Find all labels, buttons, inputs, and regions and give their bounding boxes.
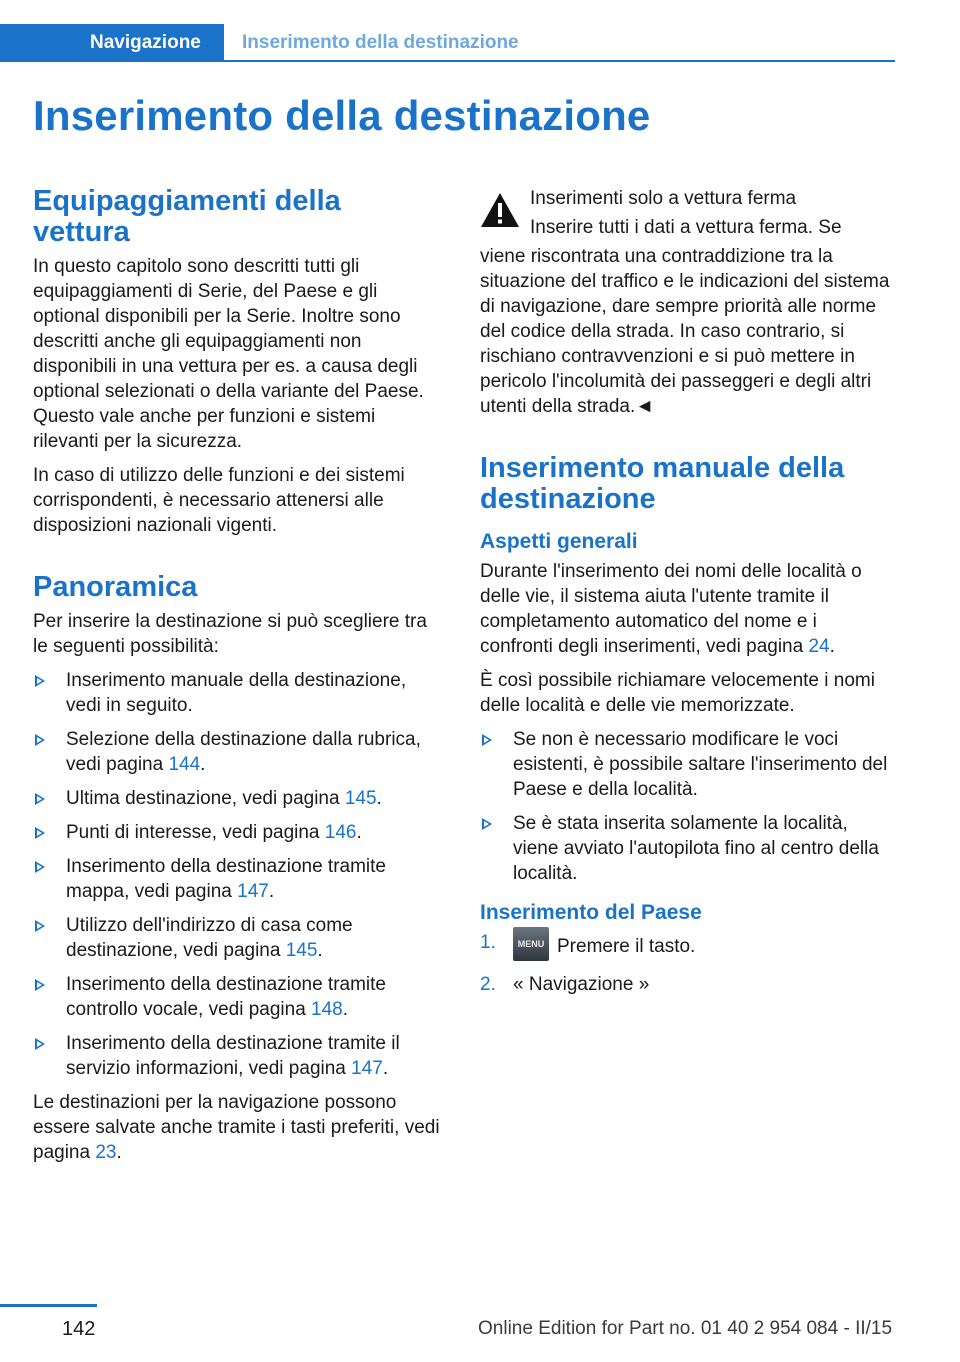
- page-link[interactable]: 147: [237, 881, 269, 902]
- triangle-bullet-icon: [35, 827, 45, 839]
- list-item: Inserimento della destinazione tramite il servizio informazioni, vedi pagina 147.: [33, 1031, 443, 1081]
- list-item: Punti di interesse, vedi pagina 146.: [33, 820, 443, 845]
- edition-footer: Online Edition for Part no. 01 40 2 954 084 - II/15: [478, 1318, 893, 1339]
- list-item: [480, 972, 895, 997]
- page-link[interactable]: 147: [351, 1058, 383, 1079]
- page-link[interactable]: 145: [344, 788, 377, 809]
- general-paragraph-1: Durante l'inserimento dei nomi delle località o delle vie, il sistema aiuta l'utente tramite il completamento automatico del nome e i confronti degli inserimenti, vedi pagina 24.: [480, 561, 862, 657]
- triangle-bullet-icon: [482, 818, 492, 830]
- page-number: 142: [62, 1318, 96, 1340]
- triangle-bullet-icon: [35, 920, 45, 932]
- header-bar: [0, 0, 895, 62]
- right-column: [480, 186, 895, 1005]
- list-item: Inserimento della destinazione tramite mappa, vedi pagina 147.: [33, 854, 443, 904]
- warning-body: viene riscontrata una contraddizione tra la situazione del traffico e le indicazioni del sistema di navigazione, dare sempre priorità alle norme del codice della strada. In caso contrario, si rischiano contravvenzioni e si può mettere in pericolo l'incolumità dei passeggeri e degli altri utenti della strada.◄: [480, 246, 890, 417]
- warning-icon: [480, 192, 520, 228]
- overview-heading: Panoramica: [33, 571, 198, 603]
- warning-line-1: Inserire tutti i dati a vettura ferma. Se: [530, 217, 842, 238]
- general-paragraph-2: È così possibile richiamare velocemente i nomi delle località e delle vie memorizzate.: [480, 670, 875, 716]
- manual-entry-heading: Inserimento manuale della destinazione: [480, 452, 845, 515]
- menu-button-icon: MENU: [513, 927, 549, 961]
- step-text: « Navigazione »: [513, 974, 650, 995]
- equipment-heading: Equipaggiamenti della vettura: [33, 185, 341, 248]
- page-number-rule: [0, 1304, 97, 1307]
- list-item: Inserimento della destinazione tramite controllo vocale, vedi pagina 148.: [33, 972, 443, 1022]
- skip-entry-list: [480, 727, 895, 886]
- list-item: [480, 930, 895, 964]
- equipment-paragraph-1: In questo capitolo sono descritti tutti gli equipaggiamenti di Serie, del Paese e gli optional disponibili per la Serie. Inoltre sono descritti anche gli equipaggiamenti non disponibili in una vettura per es. a causa degli optional selezionati o della variante del Paese. Questo vale anche per funzioni e sistemi rilevanti per la sicurezza.: [33, 256, 424, 452]
- page-link[interactable]: 145: [285, 940, 318, 961]
- page-link[interactable]: 23: [95, 1142, 117, 1163]
- list-item: Ultima destinazione, vedi pagina 145.: [33, 786, 443, 811]
- page-link[interactable]: 146: [324, 822, 357, 843]
- warning-box: [480, 186, 895, 419]
- step-number: 1.: [480, 932, 496, 953]
- triangle-bullet-icon: [35, 1038, 45, 1050]
- list-item: Se non è necessario modificare le voci esistenti, è possibile saltare l'inserimento del Paese e della località.: [480, 727, 895, 802]
- list-item: Selezione della destinazione dalla rubrica, vedi pagina 144.: [33, 727, 443, 777]
- tab-navigazione[interactable]: Navigazione: [0, 24, 224, 61]
- list-item: Se è stata inserita solamente la località, viene avviato l'autopilota fino al centro della località.: [480, 811, 895, 886]
- country-steps-list: [480, 930, 895, 997]
- closing-paragraph: Le destinazioni per la navigazione possono essere salvate anche tramite i tasti preferiti, vedi pagina 23.: [33, 1092, 440, 1163]
- overview-intro: Per inserire la destinazione si può scegliere tra le seguenti possibilità:: [33, 611, 427, 657]
- triangle-bullet-icon: [35, 675, 45, 687]
- step-number: 2.: [480, 974, 496, 995]
- left-column: [33, 186, 443, 1174]
- list-item: Inserimento manuale della destinazione, vedi in seguito.: [33, 668, 443, 718]
- destination-options-list: [33, 668, 443, 1081]
- page-link[interactable]: 24: [808, 636, 830, 657]
- triangle-bullet-icon: [35, 734, 45, 746]
- warning-title: Inserimenti solo a vettura ferma: [530, 188, 797, 209]
- list-item: Utilizzo dell'indirizzo di casa come destinazione, vedi pagina 145.: [33, 913, 443, 963]
- tab-inserimento-destinazione[interactable]: Inserimento della destinazione: [242, 32, 519, 53]
- triangle-bullet-icon: [35, 979, 45, 991]
- triangle-bullet-icon: [482, 734, 492, 746]
- country-entry-heading: Inserimento del Paese: [480, 901, 702, 924]
- header-rule: [0, 60, 895, 62]
- general-aspects-heading: Aspetti generali: [480, 530, 638, 553]
- page-title: Inserimento della destinazione: [33, 92, 651, 139]
- page-link[interactable]: 144: [168, 754, 201, 775]
- page-link[interactable]: 148: [311, 999, 343, 1020]
- triangle-bullet-icon: [35, 861, 45, 873]
- step-text: Premere il tasto.: [557, 936, 696, 958]
- triangle-bullet-icon: [35, 793, 45, 805]
- equipment-paragraph-2: In caso di utilizzo delle funzioni e dei sistemi corrispondenti, è necessario attenersi alle disposizioni nazionali vigenti.: [33, 465, 405, 536]
